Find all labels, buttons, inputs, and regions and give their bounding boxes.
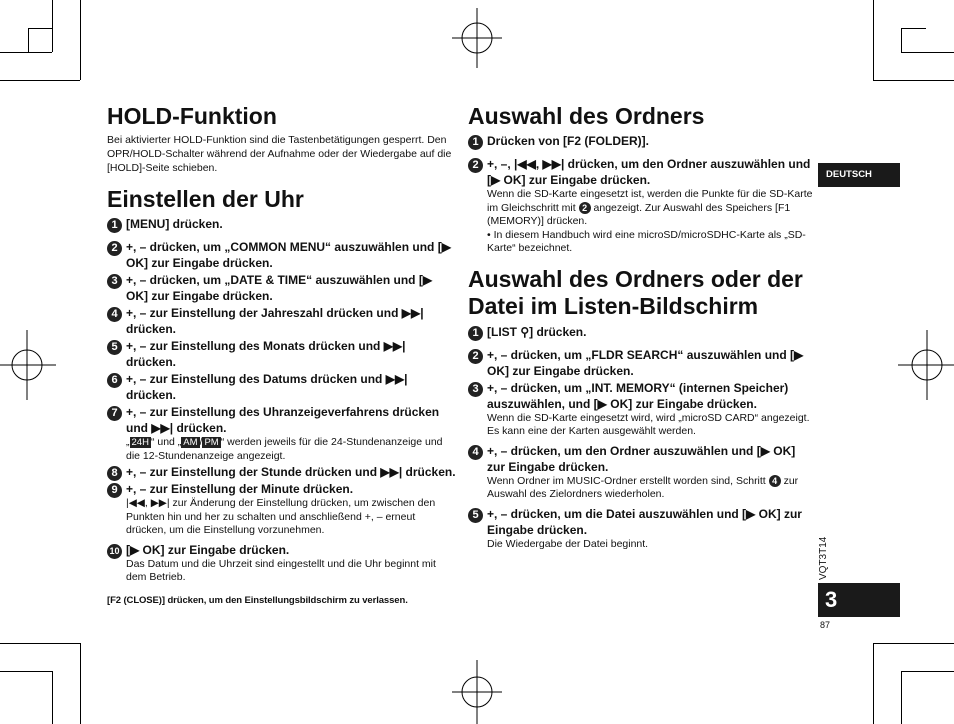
list-step [468,324,813,340]
step-text: +, – drücken, um „DATE & TIME“ auszuwählen und [▶ OK] zur Eingabe drücken. [126,273,433,303]
crop-mark-tr-v [873,0,874,80]
language-label: DEUTSCH [826,169,872,180]
step-number: 7 [107,406,122,421]
left-column [107,102,457,607]
step-number: 1 [107,218,122,233]
step-number: 1 [468,326,483,341]
step-text: +, – zur Einstellung der Stunde drücken und ▶▶| drücken. [126,465,456,479]
folder-step [468,133,813,149]
list-step [468,506,813,552]
crop-mark-br-h [873,643,954,644]
step-text: +, – zur Einstellung des Datums drücken und ▶▶| drücken. [126,372,408,402]
step-number: 9 [107,483,122,498]
folder-title: Auswahl des Ordners [468,103,705,129]
clock-step [107,216,457,232]
crop-mark-tl-h [0,52,52,53]
step-note: |◀◀, ▶▶| zur Änderung der Einstellung drücken, um zwischen den Punkten hin und her zu schalten und anschließend +, – erneut drücken, um die Einstellung vorzunehmen. [126,497,436,536]
clock-step [107,371,457,403]
step-text: +, – zur Einstellung der Minute drücken. [126,482,354,496]
note-text: “ werden jeweils für die 24-Stundenanzeige und die 12-Stundenanzeige angezeigt. [126,436,443,462]
registration-target-right [898,330,954,400]
registration-target-left [0,330,56,400]
section-number-tab [818,583,900,617]
note-text: Wenn Ordner im MUSIC-Ordner erstellt worden sind, Schritt [487,474,766,487]
indicator-24h: 24H [131,437,149,448]
clock-step [107,305,457,337]
language-tab [818,163,900,187]
crop-mark-bl-v [80,643,81,724]
note-text: zur Auswahl des Zielordners wiederholen. [487,474,799,500]
step-number: 1 [468,135,483,150]
step-number: 6 [107,373,122,388]
hold-title: HOLD-Funktion [107,103,277,129]
list-step [468,380,813,439]
clock-step [107,464,457,480]
step-text: [MENU] drücken. [126,217,223,231]
crop-mark-bl-h2 [0,671,52,672]
section-number: 3 [825,587,838,612]
crop-mark-tr-h3 [901,28,926,29]
clock-title: Einstellen der Uhr [107,186,304,212]
step-ref-badge: 2 [579,202,591,214]
list-title-line2: Datei im Listen-Bildschirm [468,292,759,319]
clock-step [107,404,457,463]
crop-mark-br-v2 [901,671,902,724]
step-number: 3 [468,382,483,397]
page-number: 87 [820,620,831,630]
crop-mark-br-v [873,643,874,724]
clock-step [107,239,457,271]
step-number: 8 [107,466,122,481]
crop-mark-tl-h3 [0,80,80,81]
indicator-am: AM [183,437,198,448]
note-text: „ [126,436,130,448]
step-text: [▶ OK] zur Eingabe drücken. [126,542,290,557]
list-step [468,443,813,502]
step-text: [LIST ⚲] drücken. [487,324,587,339]
note-text: Wenn die SD-Karte eingesetzt ist, werden die Punkte für die SD-Karte im Gleichschritt mit [487,188,813,214]
registration-target-top [452,8,502,68]
list-title-line1: Auswahl des Ordners oder der [468,265,803,292]
document-code [812,530,838,580]
indicator-pm: PM [204,437,219,448]
crop-mark-bl-h [0,643,80,644]
crop-mark-tl-v [52,0,53,52]
list-steps [468,324,813,552]
step-number: 5 [468,508,483,523]
step-note: Die Wiedergabe der Datei beginnt. [487,537,649,550]
step-note: Wenn die SD-Karte eingesetzt wird, wird „microSD CARD“ angezeigt. Es kann eine der Karten ausgewählt werden. [487,411,810,437]
step-text: +, –, |◀◀, ▶▶| drücken, um den Ordner auszuwählen und [▶ OK] zur Eingabe drücken. [487,157,811,187]
list-step [468,347,813,379]
step-note [487,475,813,502]
step-text: Drücken von [F2 (FOLDER)]. [487,134,650,148]
step-number: 10 [107,544,122,559]
note-text: / [199,436,203,448]
step-text: +, – drücken, um „FLDR SEARCH“ auszuwählen und [▶ OK] zur Eingabe drücken. [487,347,804,378]
clock-step [107,272,457,304]
crop-mark-tl-v3 [28,28,29,52]
right-column [468,102,813,551]
step-ref-badge: 4 [769,475,781,487]
clock-step [107,481,457,538]
clock-step [107,338,457,370]
step-number: 4 [107,307,122,322]
crop-mark-tr-h [873,80,954,81]
crop-mark-tl-v2 [80,0,81,80]
step-text: +, – zur Einstellung des Uhranzeigeverfahrens drücken und ▶▶| drücken. [126,405,440,435]
step-text: +, – drücken, um „INT. MEMORY“ (internen Speicher) auszuwählen, und [▶ OK] zur Eingabe drücken. [487,380,789,411]
crop-mark-bl-v2 [52,671,53,724]
step-text: +, – zur Einstellung der Jahreszahl drücken und ▶▶| drücken. [126,306,424,336]
hold-text: Bei aktivierter HOLD-Funktion sind die Tastenbetätigungen gesperrt. Den OPR/HOLD-Schalter während der Aufnahme oder der Wiedergabe auf die [HOLD]-Seite schieben. [107,134,452,174]
step-note [487,188,813,229]
document-code-text: VQT3T14 [818,536,829,580]
folder-step [468,156,813,256]
step-number: 2 [468,349,483,364]
note-text: “ und „ [150,436,182,448]
step-text: +, – drücken, um „COMMON MENU“ auszuwählen und [▶ OK] zur Eingabe drücken. [126,240,451,270]
step-text: +, – drücken, um die Datei auszuwählen und [▶ OK] zur Eingabe drücken. [487,506,802,537]
step-number: 2 [468,158,483,173]
folder-steps [468,133,813,256]
step-text: +, – drücken, um den Ordner auszuwählen und [▶ OK] zur Eingabe drücken. [487,443,796,474]
clock-steps [107,216,457,585]
crop-mark-tl-h4 [28,28,52,29]
step-note: Das Datum und die Uhrzeit sind eingestellt und die Uhr beginnt mit dem Betrieb. [126,557,436,583]
close-footer: [F2 (CLOSE)] drücken, um den Einstellungsbildschirm zu verlassen. [107,594,408,606]
step-number: 3 [107,274,122,289]
crop-mark-tr-h2 [901,52,954,53]
step-text: +, – zur Einstellung des Monats drücken und ▶▶| drücken. [126,339,406,369]
clock-step [107,542,457,585]
note-text: angezeigt. Zur Auswahl des Speichers [F1 (MEMORY)] drücken. [487,201,791,227]
list-title [468,266,813,320]
registration-target-bottom [452,660,502,724]
step-note [126,436,457,463]
crop-mark-tr-v2 [901,28,902,52]
step-number: 4 [468,445,483,460]
step-number: 5 [107,340,122,355]
step-number: 2 [107,241,122,256]
crop-mark-br-h2 [901,671,954,672]
note-bullet: • In diesem Handbuch wird eine microSD/microSDHC-Karte als „SD-Karte“ bezeichnet. [487,228,806,254]
